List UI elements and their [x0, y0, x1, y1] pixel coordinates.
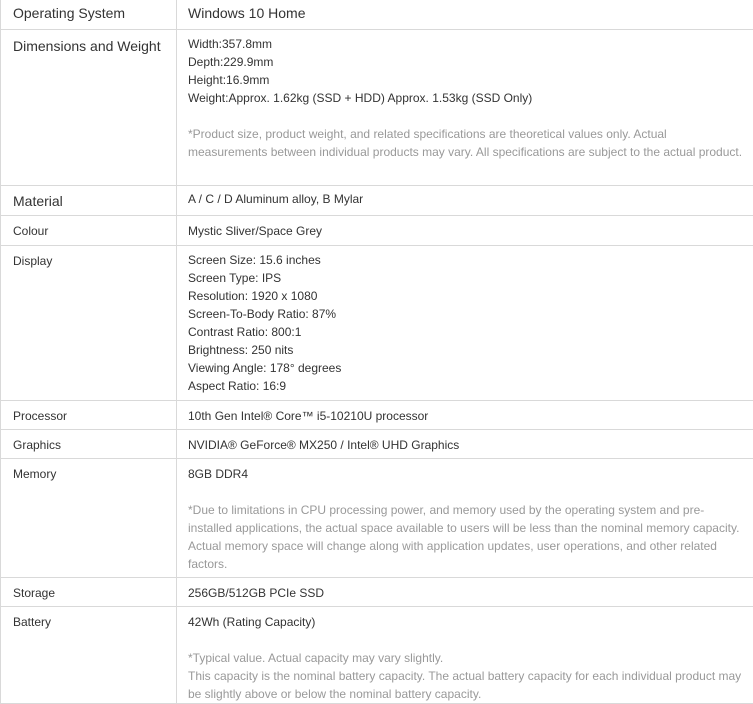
spec-row-operating-system	[1, 0, 753, 29]
spec-value-line: Contrast Ratio: 800:1	[188, 324, 302, 339]
spec-value-line: Brightness: 250 nits	[188, 342, 294, 357]
spec-label: Storage	[13, 585, 56, 600]
spec-value-line: 8GB DDR4	[188, 466, 249, 481]
spec-value-line: NVIDIA® GeForce® MX250 / Intel® UHD Graphics	[188, 437, 460, 452]
spec-label: Graphics	[13, 437, 62, 452]
spec-value-line: Windows 10 Home	[188, 5, 306, 21]
spec-row-processor	[1, 400, 753, 429]
spec-value-line: Mystic Sliver/Space Grey	[188, 223, 323, 238]
spec-row-display	[1, 245, 753, 400]
spec-label: Material	[13, 192, 63, 209]
spec-value-line: A / C / D Aluminum alloy, B Mylar	[188, 191, 364, 206]
spec-disclaimer-note: *Product size, product weight, and related specifications are theoretical values only. Actual measurements between individual products may vary. All specifications are subject to the actual product.	[188, 126, 743, 159]
spec-value-line: Screen Type: IPS	[188, 270, 282, 285]
spec-value-line: 10th Gen Intel® Core™ i5-10210U processor	[188, 408, 429, 423]
spec-row-memory	[1, 458, 753, 577]
spec-disclaimer-note: This capacity is the nominal battery capacity. The actual battery capacity for each individual product may be slightly above or below the nominal battery capacity.	[188, 668, 742, 701]
spec-label: Dimensions and Weight	[13, 37, 161, 54]
spec-value-line: Resolution: 1920 x 1080	[188, 288, 318, 303]
spec-value-line: Viewing Angle: 178° degrees	[188, 360, 342, 375]
spec-row-dimensions-weight	[1, 29, 753, 185]
spec-row-storage	[1, 577, 753, 606]
spec-row-colour	[1, 215, 753, 245]
spec-row-graphics	[1, 429, 753, 458]
spec-row-battery	[1, 606, 753, 703]
spec-disclaimer-note: *Typical value. Actual capacity may vary slightly.	[188, 650, 444, 665]
spec-value-line: Screen Size: 15.6 inches	[188, 252, 321, 267]
spec-value-line: Width:357.8mm	[188, 36, 273, 51]
spec-label: Display	[13, 253, 53, 268]
spec-value-line: Weight:Approx. 1.62kg (SSD + HDD) Approx. 1.53kg (SSD Only)	[188, 90, 533, 105]
spec-label: Memory	[13, 466, 57, 481]
spec-value-line: 42Wh (Rating Capacity)	[188, 614, 316, 629]
spec-disclaimer-note: *Due to limitations in CPU processing power, and memory used by the operating system and pre-installed applications, the actual space available to users will be less than the nominal memory capacity. Actual memory space will change along with application updates, user operations, and other related factors.	[188, 502, 740, 571]
spec-row-material	[1, 185, 753, 215]
spec-value-line: Height:16.9mm	[188, 72, 270, 87]
spec-label: Colour	[13, 223, 49, 238]
spec-label: Battery	[13, 614, 52, 629]
spec-value-line: Depth:229.9mm	[188, 54, 274, 69]
spec-value-line: 256GB/512GB PCIe SSD	[188, 585, 325, 600]
spec-label: Operating System	[13, 5, 126, 21]
spec-value-line: Screen-To-Body Ratio: 87%	[188, 306, 337, 321]
spec-label: Processor	[13, 408, 68, 423]
spec-value-line: Aspect Ratio: 16:9	[188, 378, 287, 393]
